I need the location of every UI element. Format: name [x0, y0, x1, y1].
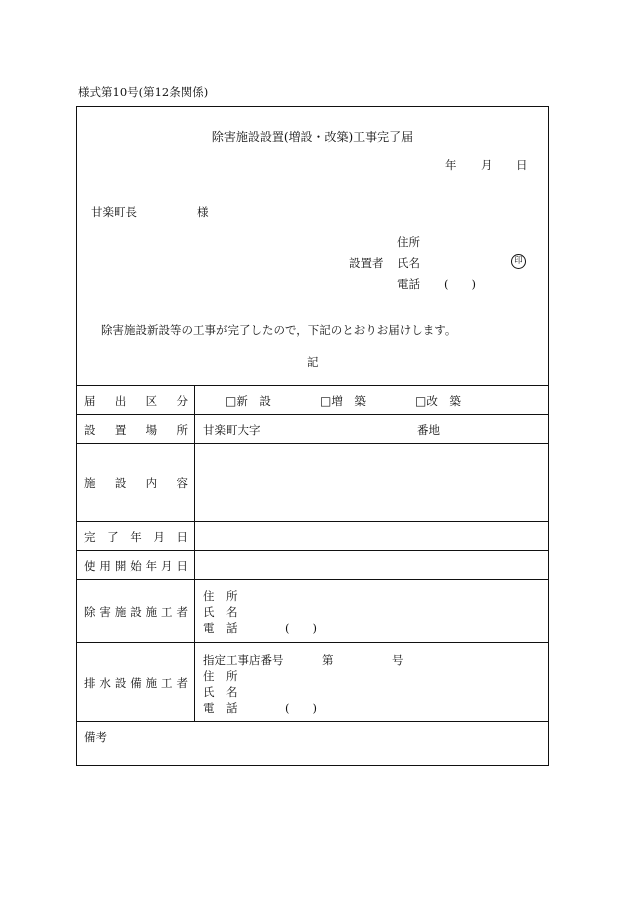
- drainage-gou: 号: [392, 653, 404, 667]
- row-divider: [77, 550, 548, 551]
- drainage-shop-label: 指定工事店番号: [203, 653, 284, 667]
- addressee-name: 甘楽町長: [91, 205, 137, 219]
- drainage-name-label: 氏 名: [203, 685, 238, 699]
- addressee-honorific: 様: [197, 205, 209, 219]
- location-suffix: 番地: [417, 423, 440, 437]
- row-divider: [77, 414, 548, 415]
- completion-date-field[interactable]: [197, 523, 545, 548]
- applicant-role: 設置者: [349, 256, 384, 270]
- option-renovation[interactable]: □改 築: [415, 394, 461, 408]
- form-title: 除害施設設置(増設・改築)工事完了届: [211, 130, 414, 144]
- drainage-phone-label: 電 話: [203, 701, 238, 715]
- row-label-drainage: 排 水 設 備 施 工 者: [84, 676, 188, 690]
- form-frame: [76, 106, 549, 766]
- contractor-name-label: 氏 名: [203, 605, 238, 619]
- content-field[interactable]: [197, 446, 545, 519]
- location-prefix: 甘楽町大字: [203, 423, 261, 437]
- checkbox-renovation[interactable]: □: [415, 394, 427, 408]
- row-label-category: 届 出 区 分: [84, 394, 188, 408]
- column-divider: [194, 386, 195, 722]
- location-field[interactable]: [267, 416, 412, 441]
- drainage-phone-paren: ( ): [285, 701, 317, 715]
- drainage-address-label: 住 所: [203, 669, 238, 683]
- row-divider: [77, 642, 548, 643]
- drainage-dai: 第: [322, 653, 334, 667]
- seal-mark: 印: [511, 254, 526, 269]
- statement-text: 除害施設新設等の工事が完了したので，下記のとおりお届けします。: [101, 323, 457, 337]
- contractor-address-label: 住 所: [203, 589, 238, 603]
- remarks-field[interactable]: [117, 724, 545, 762]
- checkbox-extension[interactable]: □: [320, 394, 332, 408]
- applicant-address-label: 住所: [397, 235, 420, 249]
- checkbox-new[interactable]: □: [225, 394, 237, 408]
- row-label-contractor: 除 害 施 設 施 工 者: [84, 605, 188, 619]
- date-year: 年: [445, 158, 457, 172]
- applicant-phone-label: 電話: [397, 277, 420, 291]
- ki-label: 記: [307, 355, 319, 369]
- remarks-label: 備考: [84, 730, 107, 744]
- form-number-label: 様式第10号(第12条関係): [78, 85, 209, 99]
- contractor-phone-label: 電 話: [203, 621, 238, 635]
- row-divider: [77, 385, 548, 386]
- option-new[interactable]: □新 設: [225, 394, 271, 408]
- applicant-name-label: 氏名: [397, 256, 420, 270]
- option-extension[interactable]: □増 築: [320, 394, 366, 408]
- row-divider: [77, 443, 548, 444]
- row-divider: [77, 579, 548, 580]
- applicant-phone-paren: ( ): [444, 277, 476, 291]
- row-label-start-date: 使 用 開 始 年 月 日: [84, 559, 188, 573]
- row-divider: [77, 521, 548, 522]
- row-label-location: 設 置 場 所: [84, 423, 188, 437]
- contractor-phone-paren: ( ): [285, 621, 317, 635]
- row-label-completion-date: 完 了 年 月 日: [84, 530, 188, 544]
- start-date-field[interactable]: [197, 552, 545, 577]
- date-day: 日: [516, 158, 528, 172]
- row-label-content: 施 設 内 容: [84, 476, 188, 490]
- row-divider: [77, 721, 548, 722]
- date-month: 月: [481, 158, 493, 172]
